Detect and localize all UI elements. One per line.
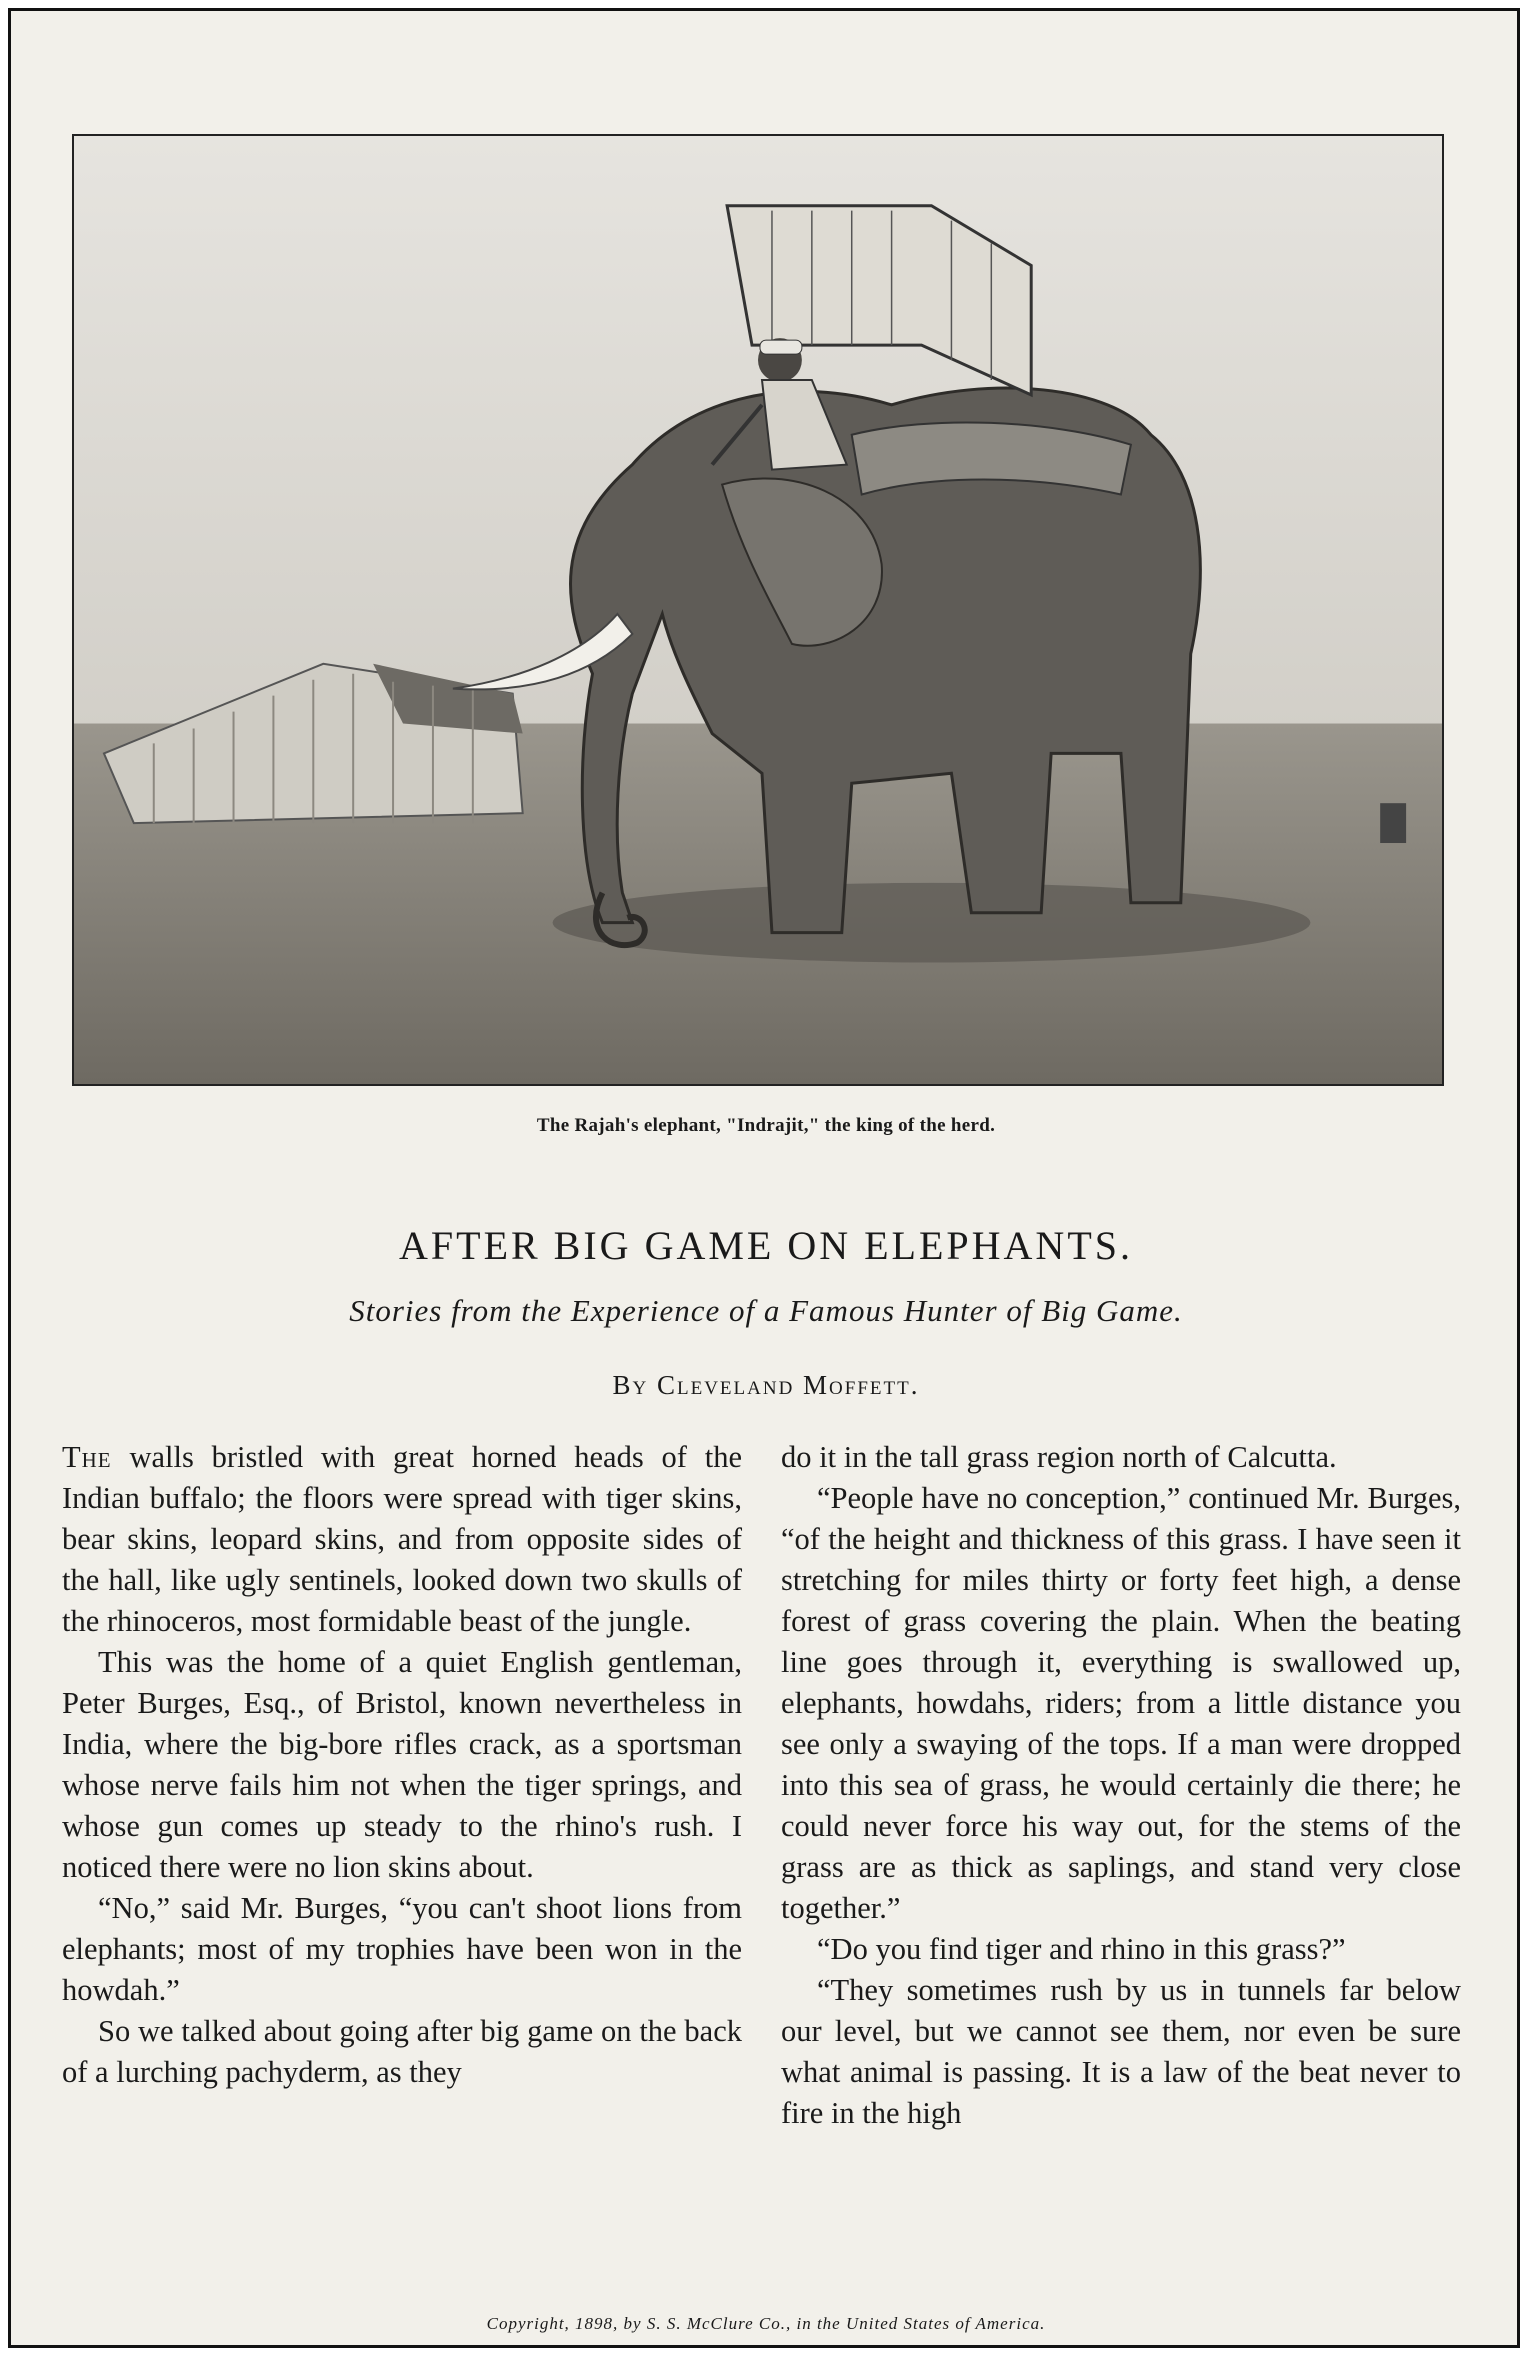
article-title: AFTER BIG GAME ON ELEPHANTS.: [399, 1223, 1133, 1268]
paragraph: [62, 1437, 742, 1642]
article-subtitle: Stories from the Experience of a Famous Hunter of Big Game.: [349, 1293, 1183, 1328]
article-column-right: [781, 1437, 1461, 2134]
paragraph-text: walls bristled with great horned heads of the Indian buffalo; the floors were spread with tiger skins, bear skins, leopard skins, and from opposite sides of the hall, like ugly sentinels, looked down two skulls of the rhinoceros, most formidable beast of the jungle.: [62, 1440, 742, 1638]
paragraph: “Do you find tiger and rhino in this grass?”: [817, 1932, 1346, 1966]
elephant-photograph: [72, 134, 1444, 1086]
paragraph: “People have no conception,” continued Mr. Burges, “of the height and thickness of this grass. I have seen it stretching for miles thirty or forty feet high, a dense forest of grass covering the plain. When the beating line goes through it, everything is swallowed up, elephants, howdahs, riders; from a little distance you see only a swaying of the tops. If a man were dropped into this sea of grass, he would certainly die there; he could never force his way out, for the stems of the grass are as thick as saplings, and stand very close together.”: [781, 1481, 1461, 1925]
elephant-photo-illustration: [74, 136, 1442, 1084]
paragraph: “No,” said Mr. Burges, “you can't shoot lions from elephants; most of my trophies have been won in the howdah.”: [62, 1891, 742, 2007]
photo-caption: The Rajah's elephant, "Indrajit," the king of the herd.: [536, 1115, 996, 1136]
paragraph: “They sometimes rush by us in tunnels far below our level, but we cannot see them, nor even be sure what animal is passing. It is a law of the beat never to fire in the high: [781, 1973, 1461, 2130]
copyright-line: Copyright, 1898, by S. S. McClure Co., in the United States of America.: [486, 2314, 1046, 2333]
drop-lead: The: [62, 1440, 112, 1474]
paragraph: So we talked about going after big game on the back of a lurching pachyderm, as they: [62, 2014, 742, 2089]
article-column-left: [62, 1437, 742, 2093]
paragraph: do it in the tall grass region north of Calcutta.: [781, 1440, 1337, 1474]
paragraph: This was the home of a quiet English gentleman, Peter Burges, Esq., of Bristol, known nevertheless in India, where the big-bore rifles crack, as a sportsman whose nerve fails him not when the tiger springs, and whose gun comes up steady to the rhino's rush. I noticed there were no lion skins about.: [62, 1645, 742, 1884]
article-byline: By Cleveland Moffett.: [612, 1370, 920, 1400]
